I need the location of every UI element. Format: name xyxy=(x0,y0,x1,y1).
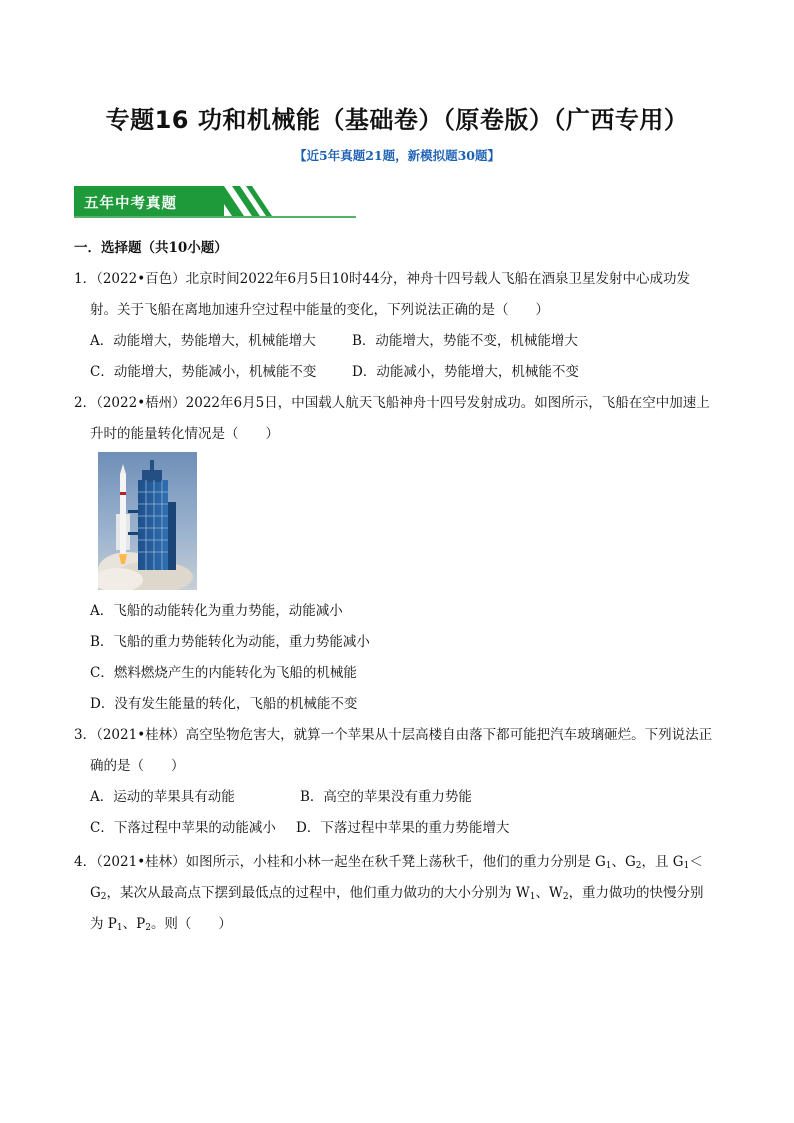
q3-line2: 确的是（ ） xyxy=(90,758,185,774)
q3-option-d: D．下落过程中苹果的重力势能增大 xyxy=(296,820,510,836)
q2-option-a: A．飞船的动能转化为重力势能，动能减小 xyxy=(90,603,343,619)
q1-option-c: C．动能增大，势能减小，机械能不变 xyxy=(90,364,317,380)
q4-line1: 4．（2021•桂林）如图所示，小桂和小林一起坐在秋千凳上荡秋千，他们的重力分别是 $G_1$、$G_2$，且 $G_1<$ xyxy=(74,854,703,871)
q2-line1: 2．（2022•梧州）2022年6月5日，中国载人航天飞船神舟十四号发射成功。如图所示，飞船在空中加速上 xyxy=(74,395,710,411)
q3-option-b: B．高空的苹果没有重力势能 xyxy=(300,789,472,805)
q1-option-b: B．动能增大，势能不变，机械能增大 xyxy=(352,333,578,349)
q1-line2: 射。关于飞船在离地加速升空过程中能量的变化，下列说法正确的是（ ） xyxy=(90,302,549,318)
q3-option-a: A．运动的苹果具有动能 xyxy=(90,789,235,805)
document-title: 专题16 功和机械能（基础卷）（原卷版）（广西专用） xyxy=(105,106,689,134)
section-banner xyxy=(74,186,356,218)
section-heading: 一．选择题（共10小题） xyxy=(74,240,228,256)
q2-line2: 升时的能量转化情况是（ ） xyxy=(90,426,279,442)
q1-option-d: D．动能减小，势能增大，机械能不变 xyxy=(352,364,579,380)
q1-option-a: A．动能增大，势能增大，机械能增大 xyxy=(90,333,316,349)
q2-option-b: B．飞船的重力势能转化为动能，重力势能减小 xyxy=(90,634,370,650)
q3-option-c: C．下落过程中苹果的动能减小 xyxy=(90,820,276,836)
q3-line1: 3．（2021•桂林）高空坠物危害大，就算一个苹果从十层高楼自由落下都可能把汽车玻璃砸烂。下列说法正 xyxy=(74,727,713,743)
q2-option-d: D．没有发生能量的转化，飞船的机械能不变 xyxy=(90,696,358,712)
q1-line1: 1．（2022•百色）北京时间2022年6月5日10时44分，神舟十四号载人飞船在酒泉卫星发射中心成功发 xyxy=(74,271,691,287)
banner-label: 五年中考真题 xyxy=(84,196,177,212)
q4-line3: 为 $P_1$、$P_2$。则（ ） xyxy=(90,916,232,933)
q2-option-c: C．燃料燃烧产生的内能转化为飞船的机械能 xyxy=(90,665,357,681)
rocket-launch-photo xyxy=(98,452,197,590)
document-subtitle: 【近5年真题21题，新模拟题30题】 xyxy=(294,148,500,163)
q4-line2: $G_2$，某次从最高点下摆到最低点的过程中，他们重力做功的大小分别为 $W_1$、$W_2$，重力做功的快慢分别 xyxy=(90,885,704,902)
